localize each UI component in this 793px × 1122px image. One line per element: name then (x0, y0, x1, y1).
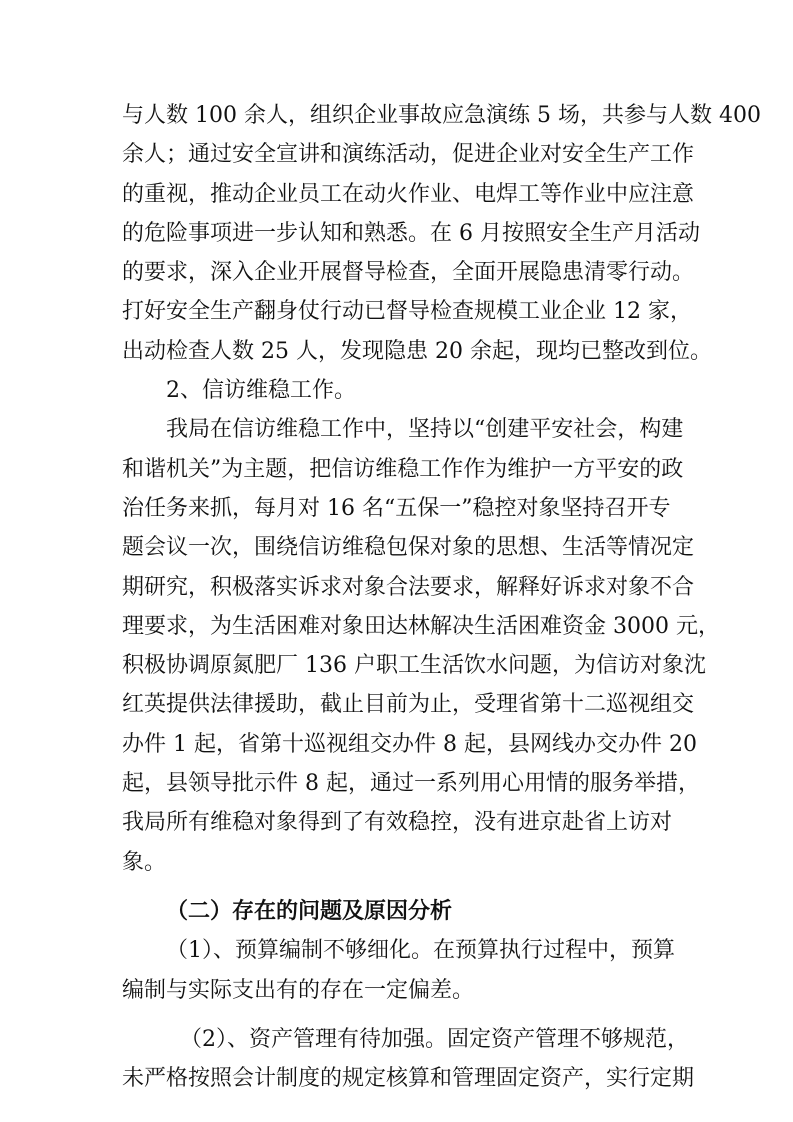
paragraph-line: 未严格按照会计制度的规定核算和管理固定资产，实行定期 (122, 1066, 695, 1092)
subsection-heading: 2、信访维稳工作。 (166, 378, 356, 404)
paragraph-line: 红英提供法律援助，截止目前为止，受理省第十二巡视组交 (122, 692, 695, 718)
paragraph-line: （2）、资产管理有待加强。固定资产管理不够规范， (180, 1026, 689, 1052)
document-page (122, 96, 761, 1098)
paragraph-line: （1）、预算编制不够细化。在预算执行过程中，预算 (166, 938, 675, 964)
paragraph-line: 的重视，推动企业员工在动火作业、电焊工等作业中应注意 (122, 181, 695, 207)
paragraph-line: 起，县领导批示件 8 起，通过一系列用心用情的服务举措， (122, 771, 700, 797)
paragraph-line: 和谐机关”为主题，把信访维稳工作作为维护一方平安的政 (122, 456, 684, 482)
paragraph-line: 积极协调原氮肥厂 136 户职工生活饮水问题，为信访对象沈 (122, 653, 706, 679)
paragraph-line: 出动检查人数 25 人，发现隐患 20 余起，现均已整改到位。 (122, 338, 712, 364)
paragraph-line: 象。 (122, 849, 167, 875)
paragraph-line: 余人；通过安全宣讲和演练活动，促进企业对安全生产工作 (122, 142, 695, 168)
paragraph-line: 办件 1 起，省第十巡视组交办件 8 起，县网线办交办件 20 (122, 731, 697, 757)
paragraph-line: 治任务来抓，每月对 16 名“五保一”稳控对象坚持召开专 (122, 495, 671, 521)
paragraph-line: 期研究，积极落实诉求对象合法要求，解释好诉求对象不合 (122, 574, 695, 600)
paragraph-line: 题会议一次，围绕信访维稳包保对象的思想、生活等情况定 (122, 535, 695, 561)
paragraph-line: 我局所有维稳对象得到了有效稳控，没有进京赴省上访对 (122, 810, 673, 836)
paragraph-line: 编制与实际支出有的存在一定偏差。 (122, 977, 475, 1003)
paragraph-line: 的危险事项进一步认知和熟悉。在 6 月按照安全生产月活动 (122, 220, 700, 246)
paragraph-line: 理要求，为生活困难对象田达林解决生活困难资金 3000 元， (122, 613, 720, 639)
paragraph-line: 打好安全生产翻身仗行动已督导检查规模工业企业 12 家， (122, 299, 692, 325)
paragraph-line: 的要求，深入企业开展督导检查，全面开展隐患清零行动。 (122, 260, 695, 286)
section-heading: （二）存在的问题及原因分析 (166, 897, 453, 924)
paragraph-line: 与人数 100 余人，组织企业事故应急演练 5 场，共参与人数 400 (122, 103, 761, 128)
paragraph-line: 我局在信访维稳工作中，坚持以“创建平安社会，构建 (166, 417, 684, 443)
